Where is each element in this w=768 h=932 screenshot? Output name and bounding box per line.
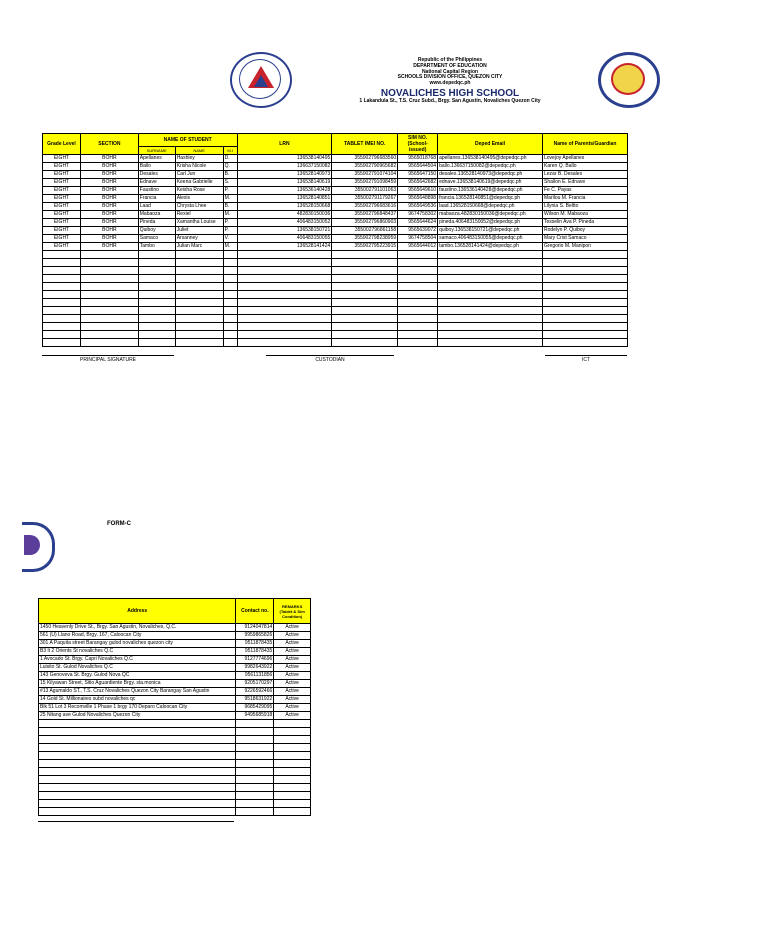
sim-cell: 9565644012 xyxy=(398,243,438,251)
empty-table-row xyxy=(43,315,628,323)
lrn-cell: 136528141424 xyxy=(237,243,332,251)
header-sim: SIM NO. (School-issued) xyxy=(398,134,438,155)
section-cell: BOHR xyxy=(80,187,138,195)
header-line1: Republic of the Philippines xyxy=(417,57,483,63)
email-cell: samaco.406483150055@depedqc.ph xyxy=(438,235,543,243)
table-row xyxy=(43,227,628,235)
grade-cell: EIGHT xyxy=(43,179,81,187)
sim-cell: 9565649610 xyxy=(398,187,438,195)
surname-cell: Tambo xyxy=(138,243,175,251)
imei-cell: 355002796848437 xyxy=(332,211,398,219)
header-name-of-student: NAME OF STUDENT xyxy=(138,134,237,147)
empty-table-row xyxy=(39,792,311,800)
student-table-body xyxy=(43,155,628,347)
table-row xyxy=(43,219,628,227)
table-row xyxy=(39,664,311,672)
lrn-cell: 406483150052 xyxy=(237,219,332,227)
empty-table-row xyxy=(43,331,628,339)
firstname-cell: Chrysta Lhee xyxy=(175,203,223,211)
custodian-signature-line: CUSTODIAN xyxy=(266,355,394,363)
contact-cell: 9561131856 xyxy=(236,672,274,680)
empty-table-row xyxy=(39,736,311,744)
table-row xyxy=(39,688,311,696)
parent-cell: Tesselin Ava P. Pineda xyxy=(543,219,628,227)
empty-table-row xyxy=(43,275,628,283)
section-cell: BOHR xyxy=(80,203,138,211)
table-row xyxy=(39,648,311,656)
mi-cell: V. xyxy=(223,235,237,243)
contact-cell: 9511878435 xyxy=(236,648,274,656)
contact-cell: 9518631922 xyxy=(236,696,274,704)
mi-cell: B. xyxy=(223,203,237,211)
header-mi: M.I xyxy=(223,147,237,155)
lrn-cell: 136538140619 xyxy=(237,179,332,187)
grade-cell: EIGHT xyxy=(43,155,81,163)
address-cell: B3 lt 2 Orients St novaliches Q.C xyxy=(39,648,236,656)
imei-cell: 355002796860903 xyxy=(332,219,398,227)
empty-table-row xyxy=(43,291,628,299)
surname-cell: Francia xyxy=(138,195,175,203)
school-name: NOVALICHES HIGH SCHOOL xyxy=(380,87,520,99)
header-imei: TABLET IMEI NO. xyxy=(332,134,398,155)
imei-cell: 355002791101063 xyxy=(332,187,398,195)
mi-cell: M. xyxy=(223,195,237,203)
parent-cell: Lilynia S. Beltto xyxy=(543,203,628,211)
imei-cell: 355002790965682 xyxy=(332,163,398,171)
surname-cell: Quiboy xyxy=(138,227,175,235)
form-label: FORM-C xyxy=(107,521,131,527)
remarks-cell: Active xyxy=(274,672,311,680)
contact-cell: 9959865826 xyxy=(236,632,274,640)
firstname-cell: Julian Marc xyxy=(175,243,223,251)
header-line5: www.depedqc.ph xyxy=(429,80,471,86)
empty-table-row xyxy=(43,307,628,315)
empty-table-row xyxy=(39,768,311,776)
mi-cell: D. xyxy=(223,155,237,163)
mi-cell: Q. xyxy=(223,163,237,171)
section-cell: BOHR xyxy=(80,219,138,227)
empty-table-row xyxy=(39,728,311,736)
remarks-cell: Active xyxy=(274,696,311,704)
empty-table-row xyxy=(39,808,311,816)
firstname-cell: Keena Gabrielle xyxy=(175,179,223,187)
bottom-signature-line xyxy=(38,821,234,822)
student-table xyxy=(42,133,628,347)
contact-cell: 9226592466 xyxy=(236,688,274,696)
sim-cell: 9565018768 xyxy=(398,155,438,163)
header-parent: Name of Parents/Guardian xyxy=(543,134,628,155)
grade-cell: EIGHT xyxy=(43,235,81,243)
section-cell: BOHR xyxy=(80,155,138,163)
table-row xyxy=(43,203,628,211)
remarks-cell: Active xyxy=(274,664,311,672)
email-cell: pineda.406483150052@depedqc.ph xyxy=(438,219,543,227)
remarks-cell: Active xyxy=(274,712,311,720)
table-row xyxy=(43,195,628,203)
grade-cell: EIGHT xyxy=(43,163,81,171)
remarks-cell: Active xyxy=(274,624,311,632)
email-cell: quiboy.136538150721@depedqc.ph xyxy=(438,227,543,235)
address-cell: 143 Genoveva St. Brgy. Gulod Nova QC xyxy=(39,672,236,680)
contact-cell: 9685429095 xyxy=(236,704,274,712)
table-row xyxy=(43,171,628,179)
sim-cell: 9674758504 xyxy=(398,235,438,243)
empty-table-row xyxy=(39,720,311,728)
section-cell: BOHR xyxy=(80,163,138,171)
empty-table-row xyxy=(39,776,311,784)
imei-cell: 355002795223915 xyxy=(332,243,398,251)
contact-cell: 9495685918 xyxy=(236,712,274,720)
lrn-cell: 136536140428 xyxy=(237,187,332,195)
email-cell: ballo.136637150082@depedqc.ph xyxy=(438,163,543,171)
remarks-cell: Active xyxy=(274,648,311,656)
section-cell: BOHR xyxy=(80,195,138,203)
sim-cell: 9565649536 xyxy=(398,203,438,211)
lrn-cell: 136528140851 xyxy=(237,195,332,203)
table-row xyxy=(39,704,311,712)
table-row xyxy=(43,235,628,243)
address-cell: 15 Kilyawan Street, Sitio Aguardiente Brgy. sta.monica xyxy=(39,680,236,688)
mi-cell: M. xyxy=(223,243,237,251)
email-cell: faustino.136536140428@depedqc.ph xyxy=(438,187,543,195)
firstname-cell: Arsanney xyxy=(175,235,223,243)
remarks-cell: Active xyxy=(274,704,311,712)
section-cell: BOHR xyxy=(80,243,138,251)
header-line3: National Capital Region xyxy=(421,68,479,75)
grade-cell: EIGHT xyxy=(43,195,81,203)
section-cell: BOHR xyxy=(80,227,138,235)
surname-cell: Laad xyxy=(138,203,175,211)
grade-cell: EIGHT xyxy=(43,219,81,227)
table-row xyxy=(43,179,628,187)
table-row xyxy=(39,656,311,664)
table-row xyxy=(39,624,311,632)
address-table-body xyxy=(39,624,311,816)
table-row xyxy=(43,211,628,219)
sim-cell: 9565644504 xyxy=(398,163,438,171)
header-surname: SURNAME xyxy=(138,147,175,155)
parent-cell: Mary Crist Samaco xyxy=(543,235,628,243)
header-section: SECTION xyxy=(80,134,138,155)
surname-cell: Ballo xyxy=(138,163,175,171)
header-line2: DEPARTMENT OF EDUCATION xyxy=(413,62,487,69)
school-address: 1 Lakandula St., T.S. Cruz Subd., Brgy. San Agustin, Novaliches Quezon City xyxy=(359,98,541,105)
empty-table-row xyxy=(39,744,311,752)
address-cell: Luisito St. Gulod Novaliches Q.C xyxy=(39,664,236,672)
email-cell: apellanes.136538140495@depedqc.ph xyxy=(438,155,543,163)
empty-table-row xyxy=(43,323,628,331)
table-row xyxy=(43,163,628,171)
address-cell: 301 A Paquita street Barangay gulod novaliches quezon city xyxy=(39,640,236,648)
table-row xyxy=(43,243,628,251)
imei-cell: 355002791098459 xyxy=(332,179,398,187)
parent-cell: Karen Q. Ballo xyxy=(543,163,628,171)
empty-table-row xyxy=(39,752,311,760)
parent-cell: Fe C. Payas xyxy=(543,187,628,195)
imei-cell: 355002796683616 xyxy=(332,203,398,211)
section-cell: BOHR xyxy=(80,211,138,219)
address-cell: Blk 51 Lot 3 Recomville 1 Phase 1 brgy 170 Deparo Caloocan City xyxy=(39,704,236,712)
surname-cell: Samaco xyxy=(138,235,175,243)
sim-cell: 9565644624 xyxy=(398,219,438,227)
firstname-cell: Keisha Rose xyxy=(175,187,223,195)
address-cell: 1450 Heavenly Drive St., Brgy. San Agustin, Novaliches, Q.C. xyxy=(39,624,236,632)
email-cell: ednave.136538140619@depedqc.ph xyxy=(438,179,543,187)
lrn-cell: 406483150055 xyxy=(237,235,332,243)
email-cell: francia.136528140851@depedqc.ph xyxy=(438,195,543,203)
firstname-cell: Alexis xyxy=(175,195,223,203)
sim-cell: 9565648898 xyxy=(398,195,438,203)
email-cell: mabaoza.482830150036@depedqc.ph xyxy=(438,211,543,219)
surname-cell: Ednave xyxy=(138,179,175,187)
grade-cell: EIGHT xyxy=(43,211,81,219)
address-cell: 1 Avocado St. Brgy. Capri Novaliches Q.C xyxy=(39,656,236,664)
address-cell: #13 Agumaldo ST., T.S. Cruz Novaliches Quezon City Barangay San Agustin xyxy=(39,688,236,696)
firstname-cell: Carl Jun xyxy=(175,171,223,179)
table-row xyxy=(43,155,628,163)
mi-cell: B. xyxy=(223,171,237,179)
imei-cell: 355002798238959 xyxy=(332,235,398,243)
firstname-cell: Xamantha Louise xyxy=(175,219,223,227)
empty-table-row xyxy=(43,267,628,275)
address-table xyxy=(38,598,311,816)
imei-cell: 355002796861158 xyxy=(332,227,398,235)
grade-cell: EIGHT xyxy=(43,203,81,211)
header-remarks: REMARKS (Tablet & Sim Condition) xyxy=(274,599,311,624)
table-row xyxy=(39,672,311,680)
header-contact: Contact no. xyxy=(236,599,274,624)
surname-cell: Mabaoza xyxy=(138,211,175,219)
address-cell: 25 Nitang ave Gulod Novaliches Quezon City xyxy=(39,712,236,720)
sim-cell: 9674758302 xyxy=(398,211,438,219)
remarks-cell: Active xyxy=(274,688,311,696)
section-cell: BOHR xyxy=(80,179,138,187)
sim-cell: 9565642682 xyxy=(398,179,438,187)
parent-cell: Wilson M. Mabaoza xyxy=(543,211,628,219)
grade-cell: EIGHT xyxy=(43,227,81,235)
table-row xyxy=(43,187,628,195)
lrn-cell: 136538150721 xyxy=(237,227,332,235)
imei-cell: 355002791179267 xyxy=(332,195,398,203)
mi-cell: P. xyxy=(223,187,237,195)
table-row xyxy=(39,632,311,640)
header-firstname: NAME xyxy=(175,147,223,155)
email-cell: tambo.136528141424@depedqc.ph xyxy=(438,243,543,251)
firstname-cell: Rexiel xyxy=(175,211,223,219)
firstname-cell: Juliet xyxy=(175,227,223,235)
section-cell: BOHR xyxy=(80,235,138,243)
lrn-cell: 482830150036 xyxy=(237,211,332,219)
empty-table-row xyxy=(39,760,311,768)
empty-table-row xyxy=(43,251,628,259)
deped-seal-partial-icon xyxy=(22,522,55,572)
parent-cell: Lovejoy Apellanes xyxy=(543,155,628,163)
contact-cell: 9982643922 xyxy=(236,664,274,672)
address-cell: 14 Gold St. Millionaires subd novaliches qc xyxy=(39,696,236,704)
contact-cell: 9127774696 xyxy=(236,656,274,664)
ict-signature-line: ICT xyxy=(545,355,627,363)
remarks-cell: Active xyxy=(274,640,311,648)
address-cell: 561 (U) Llano Road, Brgy. 167, Caloocan City xyxy=(39,632,236,640)
firstname-cell: Hashley xyxy=(175,155,223,163)
table-row xyxy=(39,696,311,704)
lrn-cell: 136528140973 xyxy=(237,171,332,179)
header-grade-level: Grade Level xyxy=(43,134,81,155)
header-email: Deped Email xyxy=(438,134,543,155)
table-row xyxy=(39,712,311,720)
parent-cell: Rodelyn P. Quiboy xyxy=(543,227,628,235)
grade-cell: EIGHT xyxy=(43,171,81,179)
schools-division-office-seal-icon xyxy=(230,52,292,108)
remarks-cell: Active xyxy=(274,656,311,664)
surname-cell: Apellanes xyxy=(138,155,175,163)
parent-cell: Gregorio M. Manipon xyxy=(543,243,628,251)
imei-cell: 355002796683560 xyxy=(332,155,398,163)
contact-cell: 9124047814 xyxy=(236,624,274,632)
mi-cell: P. xyxy=(223,227,237,235)
empty-table-row xyxy=(43,299,628,307)
principal-signature-line: PRINCIPAL SIGNATURE xyxy=(42,355,174,363)
imei-cell: 355002791074104 xyxy=(332,171,398,179)
remarks-cell: Active xyxy=(274,632,311,640)
lrn-cell: 136528150668 xyxy=(237,203,332,211)
surname-cell: Faustino xyxy=(138,187,175,195)
school-header xyxy=(320,58,580,105)
lrn-cell: 136538140495 xyxy=(237,155,332,163)
parent-cell: Marilou M. Francia xyxy=(543,195,628,203)
grade-cell: EIGHT xyxy=(43,243,81,251)
surname-cell: Pineda xyxy=(138,219,175,227)
header-line4: SCHOOLS DIVISION OFFICE, QUEZON CITY xyxy=(397,74,503,81)
contact-cell: 9205170297 xyxy=(236,680,274,688)
empty-table-row xyxy=(43,259,628,267)
deped-seal-icon xyxy=(598,52,660,108)
remarks-cell: Active xyxy=(274,680,311,688)
parent-cell: Lezar B. Desales xyxy=(543,171,628,179)
mi-cell: P. xyxy=(223,219,237,227)
surname-cell: Desales xyxy=(138,171,175,179)
mi-cell: M. xyxy=(223,211,237,219)
parent-cell: Shallon E. Ednave xyxy=(543,179,628,187)
firstname-cell: Krisha Nicole xyxy=(175,163,223,171)
email-cell: desales.136528140973@depedqc.ph xyxy=(438,171,543,179)
sim-cell: 9565639072 xyxy=(398,227,438,235)
empty-table-row xyxy=(43,339,628,347)
empty-table-row xyxy=(43,283,628,291)
table-row xyxy=(39,680,311,688)
grade-cell: EIGHT xyxy=(43,187,81,195)
header-lrn: LRN xyxy=(237,134,332,155)
contact-cell: 9511878435 xyxy=(236,640,274,648)
header-address: Address xyxy=(39,599,236,624)
section-cell: BOHR xyxy=(80,171,138,179)
mi-cell: S. xyxy=(223,179,237,187)
empty-table-row xyxy=(39,784,311,792)
lrn-cell: 136637150082 xyxy=(237,163,332,171)
table-row xyxy=(39,640,311,648)
sim-cell: 9565647150 xyxy=(398,171,438,179)
empty-table-row xyxy=(39,800,311,808)
email-cell: laad.136528150668@depedqc.ph xyxy=(438,203,543,211)
